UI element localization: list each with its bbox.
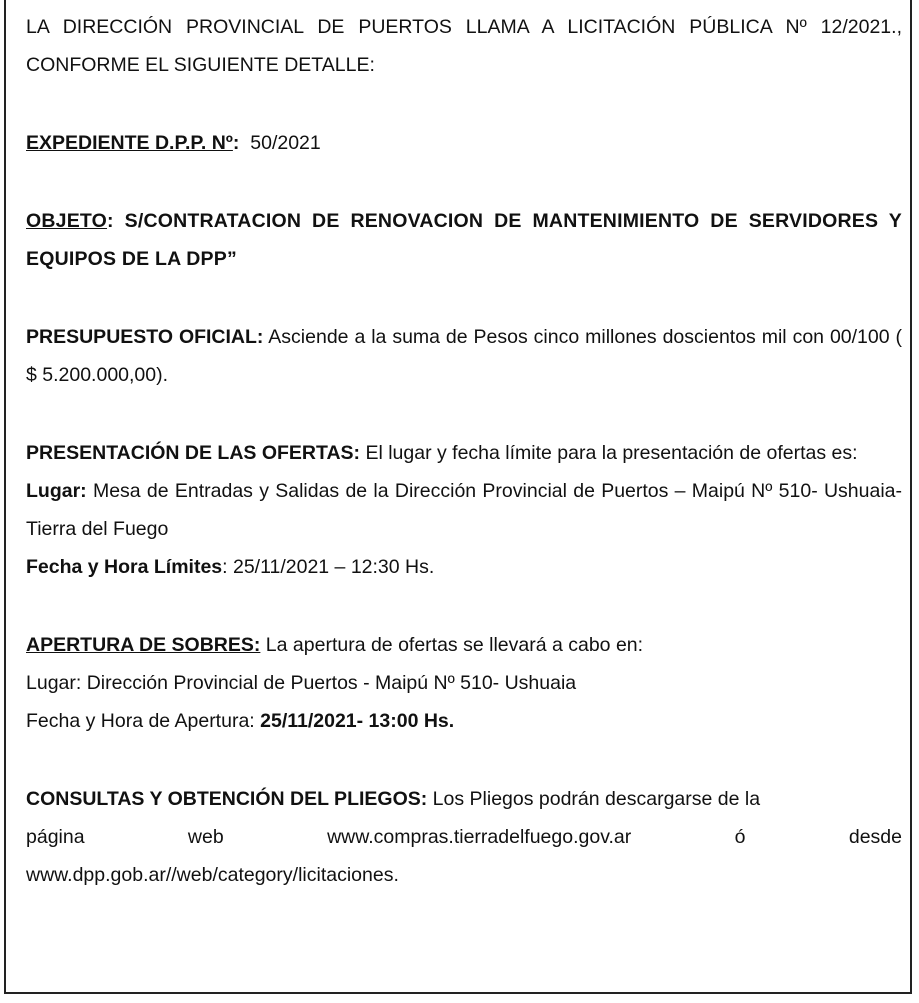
- consultas-text: Los Pliegos podrán descargarse de la: [427, 788, 761, 810]
- apertura-lugar: Lugar: Dirección Provincial de Puertos - Maipú Nº 510- Ushuaia: [26, 672, 577, 694]
- expediente-value: 50/2021: [250, 132, 321, 154]
- apertura-text: La apertura de ofertas se llevará a cabo en:: [260, 634, 644, 656]
- presentacion-fecha: [26, 548, 902, 586]
- consultas-web-line: [26, 818, 902, 856]
- apertura-fecha-value: 25/11/2021- 13:00 Hs.: [260, 710, 455, 732]
- apertura-paragraph: [26, 626, 902, 664]
- objeto-label: OBJETO: [26, 210, 108, 232]
- presupuesto-paragraph: [26, 318, 902, 394]
- apertura-label: APERTURA DE SOBRES:: [26, 634, 261, 656]
- consultas-word-desde: desde: [848, 826, 902, 848]
- dpp-url-link[interactable]: www.dpp.gob.ar//web/category/licitaciones.: [26, 864, 399, 886]
- document-frame: [4, 0, 912, 994]
- objeto-text: : S/CONTRATACION DE RENOVACION DE MANTENIMIENTO DE SERVIDORES Y EQUIPOS DE LA DPP”: [26, 210, 902, 270]
- presupuesto-text: Asciende a la suma de Pesos cinco millones doscientos mil con 00/100 ( $ 5.200.000,00).: [26, 326, 903, 386]
- expediente-paragraph: [26, 124, 902, 162]
- presentacion-fecha-label: Fecha y Hora Límites: [26, 556, 223, 578]
- presentacion-lugar-text: Mesa de Entradas y Salidas de la Dirección Provincial de Puertos – Maipú Nº 510- Ushuaia- Tierra del Fuego: [26, 480, 902, 540]
- presentacion-label: PRESENTACIÓN DE LAS OFERTAS:: [26, 442, 361, 464]
- presentacion-lugar: [26, 472, 902, 548]
- consultas-word-pagina: página: [26, 826, 85, 848]
- presentacion-fecha-text: : 25/11/2021 – 12:30 Hs.: [222, 556, 435, 578]
- apertura-fecha: [26, 702, 902, 740]
- consultas-paragraph: [26, 780, 902, 818]
- presentacion-lugar-label: Lugar:: [26, 480, 87, 502]
- expediente-label: EXPEDIENTE D.P.P. Nº: [26, 132, 233, 154]
- compras-url-link[interactable]: www.compras.tierradelfuego.gov.ar: [327, 826, 632, 848]
- consultas-label: CONSULTAS Y OBTENCIÓN DEL PLIEGOS:: [26, 788, 428, 810]
- presentacion-paragraph: [26, 434, 902, 472]
- document-body: [26, 8, 902, 894]
- consultas-word-web: web: [187, 826, 224, 848]
- presentacion-text: El lugar y fecha límite para la presentación de ofertas es:: [360, 442, 858, 464]
- presupuesto-label: PRESUPUESTO OFICIAL:: [26, 326, 264, 348]
- intro-paragraph: LA DIRECCIÓN PROVINCIAL DE PUERTOS LLAMA A LICITACIÓN PÚBLICA Nº 12/2021., CONFORME EL SIGUIENTE DETALLE:: [26, 16, 902, 76]
- apertura-fecha-label: Fecha y Hora de Apertura:: [26, 710, 261, 732]
- expediente-sep: :: [232, 132, 240, 154]
- consultas-word-o: ó: [734, 826, 746, 848]
- objeto-paragraph: [26, 202, 902, 278]
